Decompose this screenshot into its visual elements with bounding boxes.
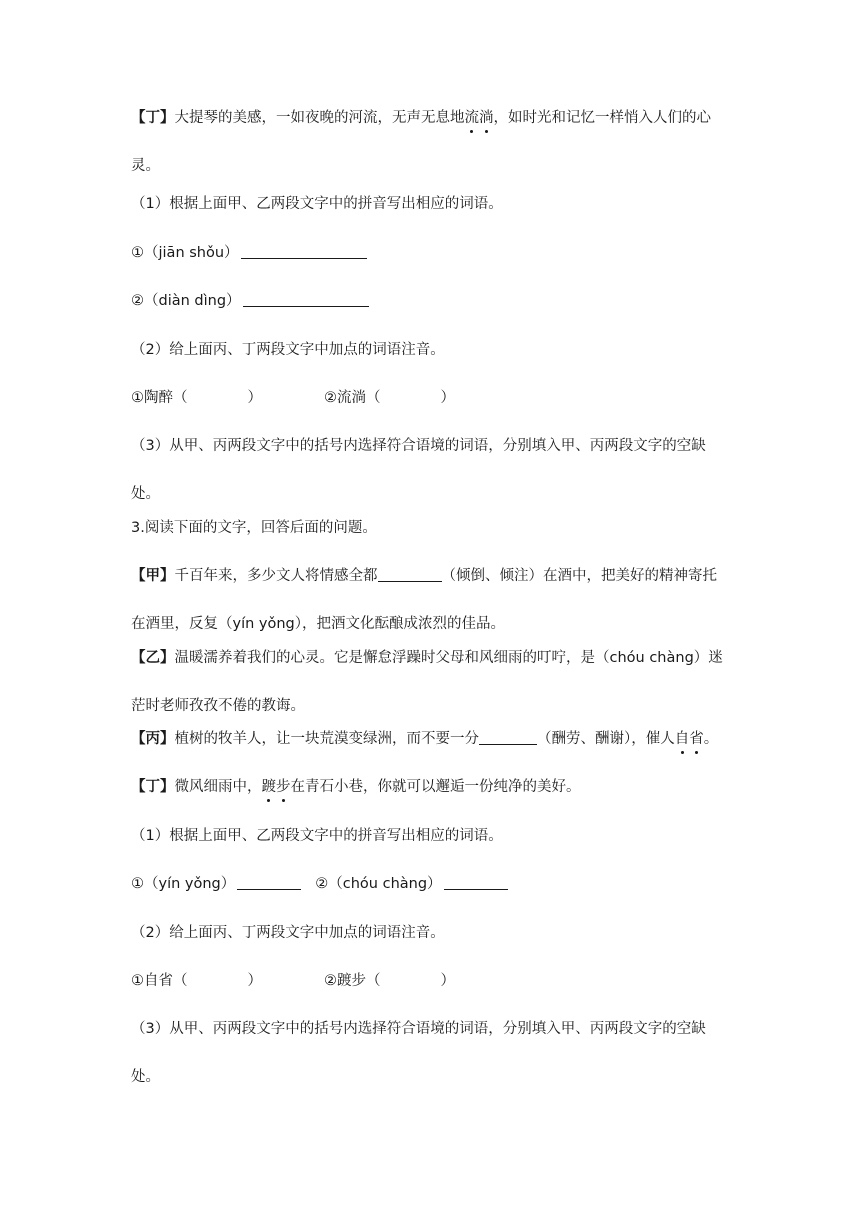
text-line2: 灵。 (131, 158, 160, 174)
text-line2: 在酒里，反复（yín yǒng），把酒文化酝酿成浓烈的佳品。 (131, 616, 506, 632)
text-line2: 处。 (131, 486, 160, 502)
pinyin: ②（diàn dìng） (131, 293, 241, 309)
question-2: （2）给上面丙、丁两段文字中加点的词语注音。 (131, 925, 445, 941)
dotted-char: 步 (276, 775, 291, 799)
text: ） (247, 390, 262, 406)
pinyin: ①（yín yǒng） (131, 876, 236, 892)
text-line2: 处。 (131, 1069, 160, 1085)
passage-jia (131, 564, 733, 636)
text: ①陶醉（ (131, 390, 188, 406)
text: （3）从甲、丙两段文字中的括号内选择符合语境的词语，分别填入甲、丙两段文字的空缺 (131, 1021, 706, 1037)
passage-ding-1 (131, 106, 733, 178)
dotted-char: 淌 (479, 106, 494, 130)
question-1b (131, 289, 733, 313)
text: ②踱步（ (324, 973, 381, 989)
text: （3）从甲、丙两段文字中的括号内选择符合语境的词语，分别填入甲、丙两段文字的空缺 (131, 438, 706, 454)
question-1: （1）根据上面甲、乙两段文字中的拼音写出相应的词语。 (131, 196, 503, 212)
tag-yi: 【乙】 (131, 650, 175, 666)
text: 在青石小巷，你就可以邂逅一份纯净的美好。 (290, 779, 581, 795)
passage-ding-2 (131, 775, 733, 799)
question-1a (131, 241, 733, 265)
dotted-char: 自 (675, 727, 690, 751)
question-3 (131, 434, 733, 506)
text: ） (440, 973, 455, 989)
answer-blank[interactable] (237, 873, 301, 890)
question-2-answers (131, 386, 733, 410)
question-2: （2）给上面丙、丁两段文字中加点的词语注音。 (131, 342, 445, 358)
pinyin: ②（chóu chàng） (315, 876, 442, 892)
text: ） (247, 973, 262, 989)
text-line2: 茫时老师孜孜不倦的教诲。 (131, 698, 305, 714)
text: 千百年来，多少文人将情感全都 (174, 568, 378, 584)
passage-bing (131, 727, 733, 751)
text: ①自省（ (131, 973, 188, 989)
text: ②流淌（ (324, 390, 381, 406)
tag-ding: 【丁】 (131, 110, 175, 126)
answer-blank[interactable] (378, 565, 442, 582)
question-3 (131, 1017, 733, 1089)
question-1: （1）根据上面甲、乙两段文字中的拼音写出相应的词语。 (131, 828, 503, 844)
text: ，如时光和记忆一样悄入人们的心 (493, 110, 711, 126)
answer-blank[interactable] (444, 873, 508, 890)
text: 植树的牧羊人，让一块荒漠变绿洲，而不要一分 (174, 731, 479, 747)
text: ） (440, 390, 455, 406)
passage-yi (131, 646, 733, 718)
text: 。 (703, 731, 719, 747)
tag-jia: 【甲】 (131, 568, 175, 584)
dotted-char: 流 (465, 106, 480, 130)
dotted-char: 踱 (262, 775, 277, 799)
question-2-answers (131, 969, 733, 993)
text: 大提琴的美感，一如夜晚的河流，无声无息地 (174, 110, 465, 126)
text: 温暖濡养着我们的心灵。它是懈怠浮躁时父母和风细雨的叮咛，是（chóu chàng）迷 (174, 650, 723, 666)
text: 微风细雨中， (174, 779, 262, 795)
tag-bing: 【丙】 (131, 731, 175, 747)
answer-blank[interactable] (243, 290, 369, 307)
text: （倾倒、倾注）在酒中，把美好的精神寄托 (441, 568, 717, 584)
text: （酬劳、酬谢），催人 (537, 731, 675, 747)
dotted-char: 省 (689, 727, 704, 751)
answer-blank[interactable] (241, 242, 367, 259)
answer-blank[interactable] (479, 728, 537, 745)
question-1-answers (131, 872, 733, 896)
section-heading: 3.阅读下面的文字，回答后面的问题。 (131, 520, 377, 536)
pinyin: ①（jiān shǒu） (131, 245, 239, 261)
tag-ding: 【丁】 (131, 779, 175, 795)
